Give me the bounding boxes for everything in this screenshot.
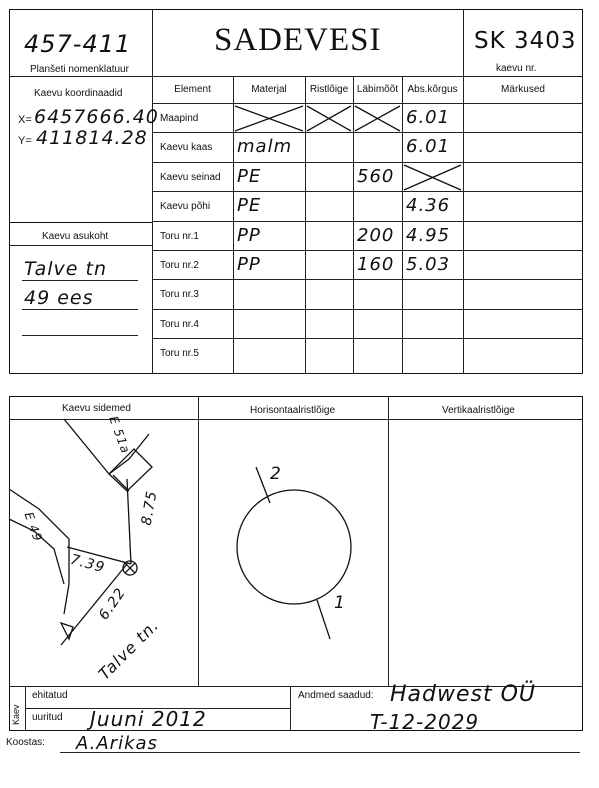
surveyed-label: uuritud [32, 712, 63, 723]
table-cell-element: Kaevu põhi [160, 201, 211, 213]
compiled-value: A.Arikas [76, 733, 158, 754]
pipe-1-label: 1 [334, 593, 346, 613]
distance-1: 8.75 [138, 489, 161, 527]
cross-mark-section [305, 104, 353, 133]
distance-2: 7.39 [68, 551, 107, 577]
write-line [22, 335, 138, 336]
distance-3: 6.22 [95, 585, 130, 623]
table-row-divider [152, 309, 583, 310]
house-b-label: E 49 [21, 510, 46, 544]
table-row-divider [152, 279, 583, 280]
table-cell-height: 6.01 [406, 107, 451, 128]
table-header-cell: Märkused [501, 84, 545, 95]
divider [463, 9, 464, 77]
table-cell-diameter: 200 [357, 224, 395, 246]
table-cell-element: Maapind [160, 113, 199, 124]
y-prefix: Y= [18, 135, 32, 147]
page-title: SADEVESI [214, 22, 382, 58]
built-label: ehitatud [32, 690, 68, 701]
table-row-divider [152, 338, 583, 339]
table-header-cell: Ristlõige [309, 84, 349, 95]
table-cell-element: Kaevu seinad [160, 171, 221, 183]
write-line [22, 309, 138, 310]
table-cell-height: 4.95 [406, 224, 451, 246]
cross-mark-walls-height [402, 163, 463, 192]
location-line-1: Talve tn [24, 258, 107, 280]
table-cell-material: PP [237, 224, 261, 246]
table-cell-element: Toru nr.5 [160, 348, 199, 360]
compiled-label: Koostas: [6, 737, 45, 748]
table-row-divider [152, 250, 583, 251]
table-cell-height: 5.03 [406, 254, 451, 275]
table-row-divider [152, 191, 583, 192]
divider [388, 396, 389, 686]
divider [9, 222, 152, 223]
well-number-value: SK 3403 [474, 28, 577, 54]
data-from-value: Hadwest OÜ [390, 682, 537, 707]
write-line [22, 280, 138, 281]
table-cell-material: PE [237, 195, 262, 217]
x-coordinate-value: 6457666.40 [34, 106, 159, 128]
coordinates-label: Kaevu koordinaadid [34, 88, 123, 99]
table-cell-element: Toru nr.1 [160, 230, 199, 242]
data-ref-value: T-12-2029 [370, 710, 480, 734]
cross-mark-material [233, 104, 305, 133]
divider [290, 686, 291, 731]
x-prefix: X= [18, 114, 32, 126]
table-row-divider [152, 162, 583, 163]
table-cell-element: Toru nr.2 [160, 260, 199, 271]
well-number-label: kaevu nr. [496, 63, 537, 74]
table-cell-height: 4.36 [406, 195, 451, 217]
table-header-cell: Element [174, 84, 211, 95]
sheet-nomenclature-value: 457-411 [24, 30, 132, 58]
street-name: Talve tn. [94, 615, 163, 684]
location-label: Kaevu asukoht [42, 231, 109, 242]
table-column-divider [463, 76, 464, 374]
data-from-label: Andmed saadud: [298, 690, 374, 701]
well-label: Kaev [11, 704, 21, 725]
panel-horizontal-title: Horisontaalristlõige [250, 405, 336, 416]
signature-line [60, 752, 580, 753]
well-location-sketch [9, 419, 198, 686]
panel-connections-title: Kaevu sidemed [62, 403, 131, 414]
cross-mark-diameter [353, 104, 402, 133]
table-cell-material: PP [237, 254, 261, 275]
table-cell-height: 6.01 [406, 136, 451, 158]
table-cell-material: PE [237, 165, 262, 187]
table-column-divider [402, 76, 403, 374]
table-cell-diameter: 160 [357, 254, 395, 275]
surveyed-value: Juuni 2012 [90, 707, 207, 731]
divider [9, 245, 152, 246]
pipe-2-label: 2 [270, 464, 282, 484]
table-cell-element: Kaevu kaas [160, 142, 213, 154]
house-a-label: E 51a [106, 414, 133, 456]
horizontal-section-drawing [198, 419, 388, 686]
y-coordinate-value: 411814.28 [36, 127, 148, 149]
panel-vertical-title: Vertikaalristlõige [442, 405, 515, 416]
table-header-cell: Abs.kõrgus [407, 84, 458, 95]
table-cell-diameter: 560 [357, 165, 395, 187]
table-cell-element: Toru nr.4 [160, 318, 199, 330]
location-line-2: 49 ees [24, 287, 94, 309]
table-cell-material: malm [237, 136, 293, 158]
table-row-divider [152, 221, 583, 222]
table-header-cell: Läbimõõt [356, 84, 399, 95]
divider [9, 76, 583, 77]
sheet-nomenclature-label: Planšeti nomenklatuur [30, 64, 129, 75]
table-header-cell: Materjal [251, 84, 287, 95]
table-cell-element: Toru nr.3 [160, 289, 199, 301]
